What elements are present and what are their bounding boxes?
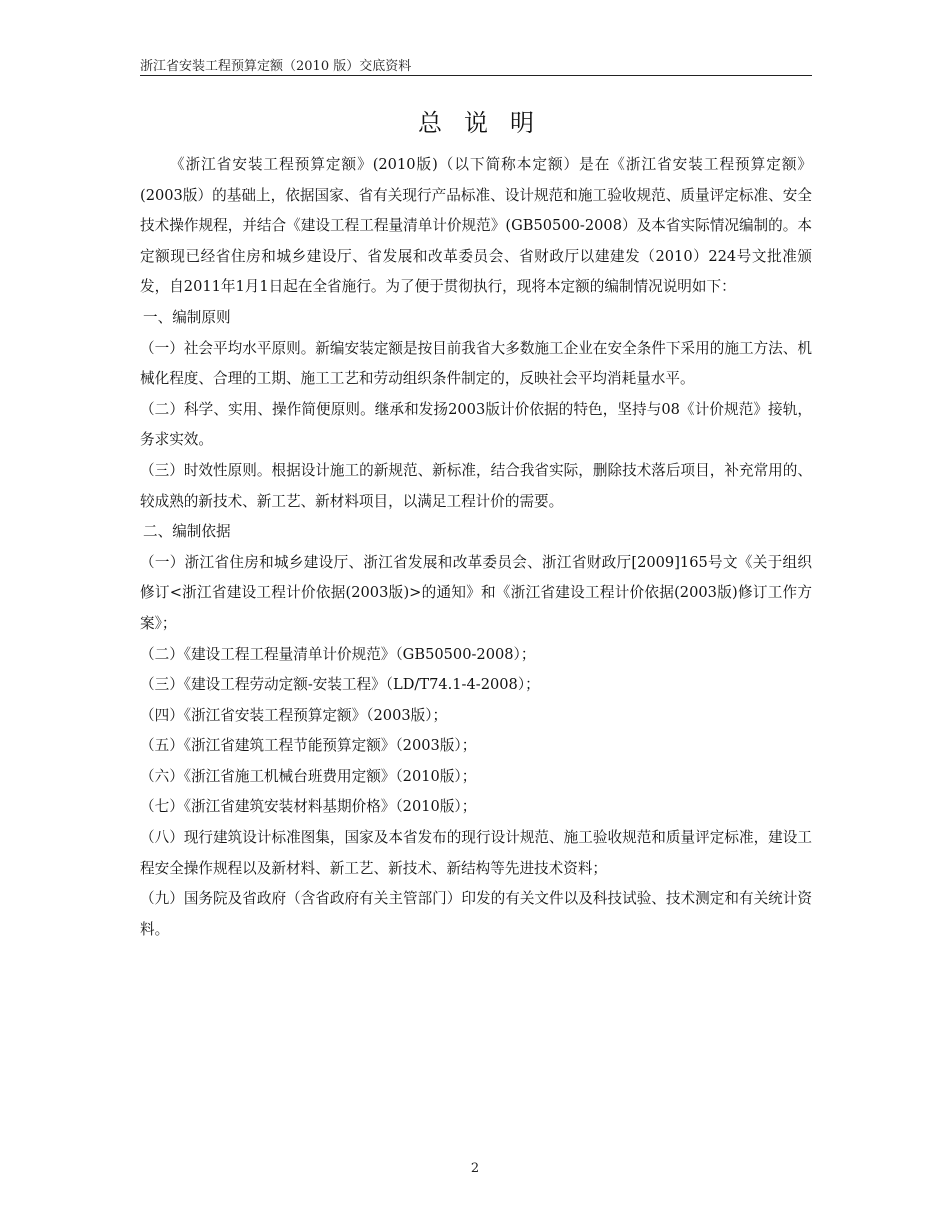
basis-item: （五）《浙江省建筑工程节能预算定额》（2003版）； [140,737,477,755]
basis-item: （三）《建设工程劳动定额-安装工程》（LD/T74.1-4-2008）； [140,676,540,694]
basis-item: （一）浙江省住房和城乡建设厅、浙江省发展和改革委员会、浙江省财政厅[2009]165号文《关于组织修订<浙江省建设工程计价依据(2003版)>的通知》和《浙江省建设工程计价依据(2003版)修订工作方案》； [140,553,812,632]
basis-item: （八）现行建筑设计标准图集，国家及本省发布的现行设计规范、施工验收规范和质量评定标准，建设工程安全操作规程以及新材料、新工艺、新技术、新结构等先进技术资料； [140,829,812,877]
basis-item: （二）《建设工程工程量清单计价规范》（GB50500-2008）； [140,645,536,663]
principle-item: （三）时效性原则。根据设计施工的新规范、新标准，结合我省实际，删除技术落后项目，补充常用的、较成熟的新技术、新工艺、新材料项目，以满足工程计价的需要。 [140,461,812,510]
document-body [140,150,812,945]
section-heading: 二、编制依据 [143,523,231,541]
basis-item: （六）《浙江省施工机械台班费用定额》（2010版）； [140,767,477,785]
basis-item: （九）国务院及省政府（含省政府有关主管部门）印发的有关文件以及科技试验、技术测定和有关统计资料。 [140,890,812,938]
principle-item: （一）社会平均水平原则。新编安装定额是按目前我省大多数施工企业在安全条件下采用的施工方法、机械化程度、合理的工期、施工工艺和劳动组织条件制定的，反映社会平均消耗量水平。 [140,339,812,388]
running-header: 浙江省安装工程预算定额（2010 版）交底资料 [140,59,412,74]
basis-item: （七）《浙江省建筑安装材料基期价格》（2010版）； [140,798,477,816]
page-number: 2 [470,1161,480,1176]
section-heading: 一、编制原则 [143,308,231,326]
page-title: 总说明 [418,109,556,137]
principle-item: （二）科学、实用、操作简便原则。继承和发扬2003版计价依据的特色，坚持与08《计价规范》接轨，务求实效。 [140,400,812,449]
header-rule [140,75,812,76]
intro-paragraph: 《浙江省安装工程预算定额》(2010版)（以下简称本定额）是在《浙江省安装工程预算定额》(2003版）的基础上，依据国家、省有关现行产品标准、设计规范和施工验收规范、质量评定标准、安全技术操作规程，并结合《建设工程工程量清单计价规范》(GB50500-2008）及本省实际情况编制的。本定额现已经省住房和城乡建设厅、省发展和改革委员会、省财政厅以建建发（2010）224号文批准颁发，自2011年1月1日起在全省施行。为了便于贯彻执行，现将本定额的编制情况说明如下： [140,156,812,296]
basis-item: （四）《浙江省安装工程预算定额》（2003版）； [140,706,448,724]
